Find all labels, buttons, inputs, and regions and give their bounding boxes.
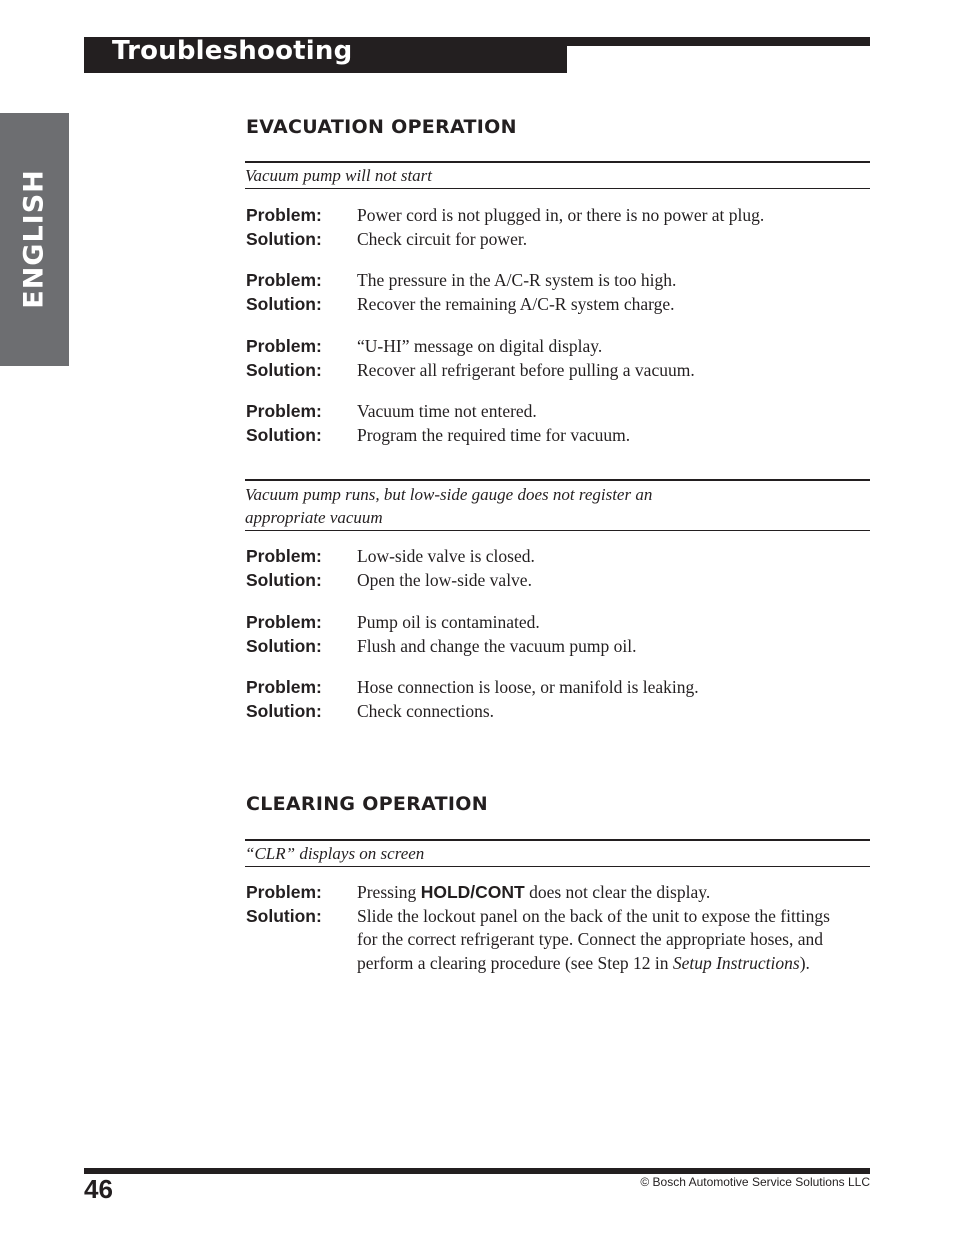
problem-solution-pair	[246, 400, 870, 447]
problem-label: Problem:	[246, 612, 322, 632]
solution-text	[357, 905, 872, 976]
problem-text: Vacuum time not entered.	[357, 401, 537, 421]
language-side-tab-label: ENGLISH	[18, 169, 50, 309]
condition-text: Vacuum pump runs, but low-side gauge does not register an	[245, 485, 653, 504]
problem-text: Pump oil is contaminated.	[357, 612, 540, 632]
copyright-notice: © Bosch Automotive Service Solutions LLC	[640, 1175, 870, 1189]
solution-label: Solution:	[246, 359, 322, 380]
footer-rule	[84, 1168, 870, 1174]
problem-solution-pair	[246, 335, 870, 382]
solution-label: Solution:	[246, 635, 322, 656]
page-title: Troubleshooting	[112, 36, 353, 66]
problem-text: The pressure in the A/C-R system is too high.	[357, 270, 677, 290]
problem-text-part: does not clear the display.	[524, 882, 711, 902]
solution-text: Program the required time for vacuum.	[357, 424, 631, 445]
solution-line: for the correct refrigerant type. Connect the appropriate hoses, and	[357, 929, 823, 949]
solution-text-part: ).	[799, 952, 810, 973]
condition-text: “CLR” displays on screen	[245, 844, 425, 863]
problem-label: Problem:	[246, 882, 322, 902]
solution-text: Flush and change the vacuum pump oil.	[357, 635, 637, 656]
section-title-clearing: CLEARING OPERATION	[246, 793, 488, 815]
problem-solution-pair	[246, 545, 870, 592]
hold-cont-key-name: HOLD/CONT	[420, 882, 525, 902]
solution-label: Solution:	[246, 228, 322, 249]
section-title-evacuation: EVACUATION OPERATION	[246, 116, 517, 138]
problem-label: Problem:	[246, 401, 322, 421]
solution-text: Recover all refrigerant before pulling a vacuum.	[357, 359, 695, 380]
solution-label: Solution:	[246, 700, 322, 721]
solution-text: Check circuit for power.	[357, 228, 528, 249]
problem-solution-pair	[246, 269, 870, 316]
condition-text: Vacuum pump will not start	[245, 166, 433, 185]
page-number: 46	[84, 1174, 113, 1204]
problem-solution-pair	[246, 676, 870, 723]
solution-text-part: perform a clearing procedure (see Step 12 in	[357, 952, 673, 973]
problem-solution-pair	[246, 881, 870, 973]
solution-text: Open the low-side valve.	[357, 569, 532, 590]
solution-line: Slide the lockout panel on the back of the unit to expose the fittings	[357, 905, 830, 926]
solution-text: Check connections.	[357, 700, 495, 721]
solution-label: Solution:	[246, 905, 322, 926]
solution-text: Recover the remaining A/C-R system charge.	[357, 293, 675, 314]
problem-text-part: Pressing	[357, 882, 421, 902]
problem-text: Hose connection is loose, or manifold is leaking.	[357, 677, 699, 697]
problem-label: Problem:	[246, 336, 322, 356]
problem-solution-pair	[246, 611, 870, 658]
problem-text: Power cord is not plugged in, or there is no power at plug.	[357, 205, 765, 225]
condition-pump-runs-no-vacuum	[245, 479, 870, 531]
solution-line	[357, 952, 872, 976]
condition-pump-not-start	[245, 161, 870, 189]
problem-text: Low-side valve is closed.	[357, 546, 535, 566]
solution-label: Solution:	[246, 569, 322, 590]
problem-label: Problem:	[246, 677, 322, 697]
problem-text: “U-HI” message on digital display.	[357, 336, 603, 356]
solution-label: Solution:	[246, 293, 322, 314]
problem-label: Problem:	[246, 546, 322, 566]
condition-clr-displays	[245, 839, 870, 867]
condition-text: appropriate vacuum	[245, 508, 383, 527]
problem-text	[357, 881, 872, 905]
problem-label: Problem:	[246, 270, 322, 290]
setup-instructions-reference: Setup Instructions	[672, 952, 800, 973]
problem-label: Problem:	[246, 205, 322, 225]
problem-solution-pair	[246, 204, 870, 251]
solution-label: Solution:	[246, 424, 322, 445]
